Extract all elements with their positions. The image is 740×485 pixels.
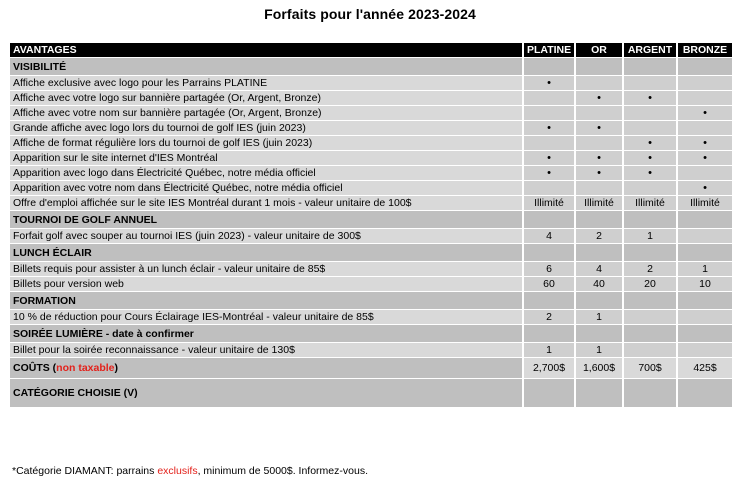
section-title: SOIRÉE LUMIÈRE - date à confirmer xyxy=(10,325,522,342)
footnote-post: , minimum de 5000$. Informez-vous. xyxy=(197,465,368,477)
page-title: Forfaits pour l'année 2023-2024 xyxy=(264,6,476,22)
row-value: • xyxy=(522,76,574,90)
section-empty-cell xyxy=(622,325,676,342)
row-value: Illimité xyxy=(622,196,676,210)
row-value: • xyxy=(574,166,622,180)
row-value: 1 xyxy=(522,343,574,357)
footnote-pre: *Catégorie DIAMANT: parrains xyxy=(12,465,158,477)
row-label: Affiche exclusive avec logo pour les Parrains PLATINE xyxy=(10,76,522,90)
table-row xyxy=(10,262,732,276)
table-row xyxy=(10,229,732,243)
table-row xyxy=(10,106,732,120)
section-title: VISIBILITÉ xyxy=(10,58,522,75)
row-label: Billet pour la soirée reconnaissance - valeur unitaire de 130$ xyxy=(10,343,522,357)
footnote xyxy=(12,465,368,477)
table-header xyxy=(10,43,732,57)
section-title: TOURNOI DE GOLF ANNUEL xyxy=(10,211,522,228)
row-value: 40 xyxy=(574,277,622,291)
table-body xyxy=(10,58,732,407)
row-value xyxy=(522,106,574,120)
row-value: • xyxy=(522,121,574,135)
row-value xyxy=(676,91,732,105)
row-value xyxy=(622,181,676,195)
row-value: 4 xyxy=(522,229,574,243)
row-label: Offre d'emploi affichée sur le site IES Montréal durant 1 mois - valeur unitaire de 100$ xyxy=(10,196,522,210)
section-empty-cell xyxy=(574,211,622,228)
row-value: 20 xyxy=(622,277,676,291)
section-empty-cell xyxy=(522,211,574,228)
section-header xyxy=(10,292,732,309)
row-value: • xyxy=(676,136,732,150)
section-empty-cell xyxy=(574,292,622,309)
row-value: 1 xyxy=(622,229,676,243)
section-empty-cell xyxy=(622,58,676,75)
table-row xyxy=(10,277,732,291)
row-value: 2 xyxy=(574,229,622,243)
row-value: • xyxy=(622,136,676,150)
row-value: • xyxy=(676,106,732,120)
chosen-checkbox-argent[interactable] xyxy=(622,379,676,407)
row-value: 1 xyxy=(574,310,622,324)
cost-value: 700$ xyxy=(622,358,676,378)
table-row xyxy=(10,196,732,210)
sponsorship-table xyxy=(10,42,732,408)
row-label: Apparition sur le site internet d'IES Montréal xyxy=(10,151,522,165)
row-value: • xyxy=(522,166,574,180)
chosen-checkbox-or[interactable] xyxy=(574,379,622,407)
section-header xyxy=(10,325,732,342)
cost-value: 425$ xyxy=(676,358,732,378)
row-value: 6 xyxy=(522,262,574,276)
costs-label-end: ) xyxy=(114,362,119,374)
row-label: Forfait golf avec souper au tournoi IES (juin 2023) - valeur unitaire de 300$ xyxy=(10,229,522,243)
section-empty-cell xyxy=(676,292,732,309)
table-row xyxy=(10,310,732,324)
section-empty-cell xyxy=(622,211,676,228)
row-label: Apparition avec logo dans Électricité Québec, notre média officiel xyxy=(10,166,522,180)
row-value: 1 xyxy=(676,262,732,276)
row-label: 10 % de réduction pour Cours Éclairage IES-Montréal - valeur unitaire de 85$ xyxy=(10,310,522,324)
row-value xyxy=(622,106,676,120)
row-label: Affiche avec votre logo sur bannière partagée (Or, Argent, Bronze) xyxy=(10,91,522,105)
row-value xyxy=(622,343,676,357)
section-empty-cell xyxy=(676,58,732,75)
section-empty-cell xyxy=(676,244,732,261)
row-label: Billets requis pour assister à un lunch éclair - valeur unitaire de 85$ xyxy=(10,262,522,276)
section-title: FORMATION xyxy=(10,292,522,309)
costs-label-red: non taxable xyxy=(56,362,115,374)
row-value: Illimité xyxy=(574,196,622,210)
row-value xyxy=(622,310,676,324)
row-value: • xyxy=(574,121,622,135)
table-row xyxy=(10,121,732,135)
section-empty-cell xyxy=(522,58,574,75)
row-value xyxy=(574,106,622,120)
footnote-red: exclusifs xyxy=(157,465,198,477)
table-row xyxy=(10,136,732,150)
section-empty-cell xyxy=(522,244,574,261)
row-value: • xyxy=(622,151,676,165)
section-empty-cell xyxy=(522,292,574,309)
costs-label-text: COÛTS ( xyxy=(13,362,57,374)
section-empty-cell xyxy=(574,58,622,75)
row-value: • xyxy=(522,151,574,165)
table-row xyxy=(10,151,732,165)
section-empty-cell xyxy=(574,325,622,342)
section-title: LUNCH ÉCLAIR xyxy=(10,244,522,261)
row-value xyxy=(622,121,676,135)
table-row xyxy=(10,181,732,195)
row-value: 2 xyxy=(622,262,676,276)
row-value: • xyxy=(676,151,732,165)
section-empty-cell xyxy=(522,325,574,342)
row-value xyxy=(522,91,574,105)
row-value: 4 xyxy=(574,262,622,276)
row-value: Illimité xyxy=(522,196,574,210)
row-label: Grande affiche avec logo lors du tournoi de golf IES (juin 2023) xyxy=(10,121,522,135)
row-value: 60 xyxy=(522,277,574,291)
row-value: Illimité xyxy=(676,196,732,210)
row-value xyxy=(574,76,622,90)
table-row xyxy=(10,91,732,105)
section-empty-cell xyxy=(622,244,676,261)
chosen-category-row xyxy=(10,379,732,407)
row-label: Apparition avec votre nom dans Électricité Québec, notre média officiel xyxy=(10,181,522,195)
row-value xyxy=(676,121,732,135)
row-label: Billets pour version web xyxy=(10,277,522,291)
table-row xyxy=(10,166,732,180)
row-label: Affiche avec votre nom sur bannière partagée (Or, Argent, Bronze) xyxy=(10,106,522,120)
row-value xyxy=(622,76,676,90)
costs-row xyxy=(10,358,732,378)
row-value xyxy=(522,181,574,195)
row-value: • xyxy=(574,91,622,105)
section-header xyxy=(10,244,732,261)
header-platine: PLATINE xyxy=(522,43,574,57)
row-value: • xyxy=(574,151,622,165)
row-value xyxy=(574,181,622,195)
table-row xyxy=(10,343,732,357)
costs-label xyxy=(10,358,522,378)
row-value: • xyxy=(676,181,732,195)
section-empty-cell xyxy=(622,292,676,309)
row-value xyxy=(676,343,732,357)
row-value xyxy=(676,166,732,180)
header-or: OR xyxy=(574,43,622,57)
chosen-category-label: CATÉGORIE CHOISIE (V) xyxy=(10,379,522,407)
table-row xyxy=(10,76,732,90)
row-value: 1 xyxy=(574,343,622,357)
section-header xyxy=(10,58,732,75)
section-empty-cell xyxy=(676,325,732,342)
section-empty-cell xyxy=(574,244,622,261)
row-value: 10 xyxy=(676,277,732,291)
row-value xyxy=(522,136,574,150)
header-bronze: BRONZE xyxy=(676,43,732,57)
chosen-checkbox-platine[interactable] xyxy=(522,379,574,407)
row-value xyxy=(676,229,732,243)
row-value xyxy=(676,310,732,324)
cost-value: 1,600$ xyxy=(574,358,622,378)
header-argent: ARGENT xyxy=(622,43,676,57)
row-label: Affiche de format régulière lors du tournoi de golf IES (juin 2023) xyxy=(10,136,522,150)
row-value xyxy=(676,76,732,90)
row-value: • xyxy=(622,166,676,180)
header-avantages: AVANTAGES xyxy=(10,43,522,57)
chosen-checkbox-bronze[interactable] xyxy=(676,379,732,407)
cost-value: 2,700$ xyxy=(522,358,574,378)
row-value: 2 xyxy=(522,310,574,324)
row-value xyxy=(574,136,622,150)
row-value: • xyxy=(622,91,676,105)
section-empty-cell xyxy=(676,211,732,228)
section-header xyxy=(10,211,732,228)
